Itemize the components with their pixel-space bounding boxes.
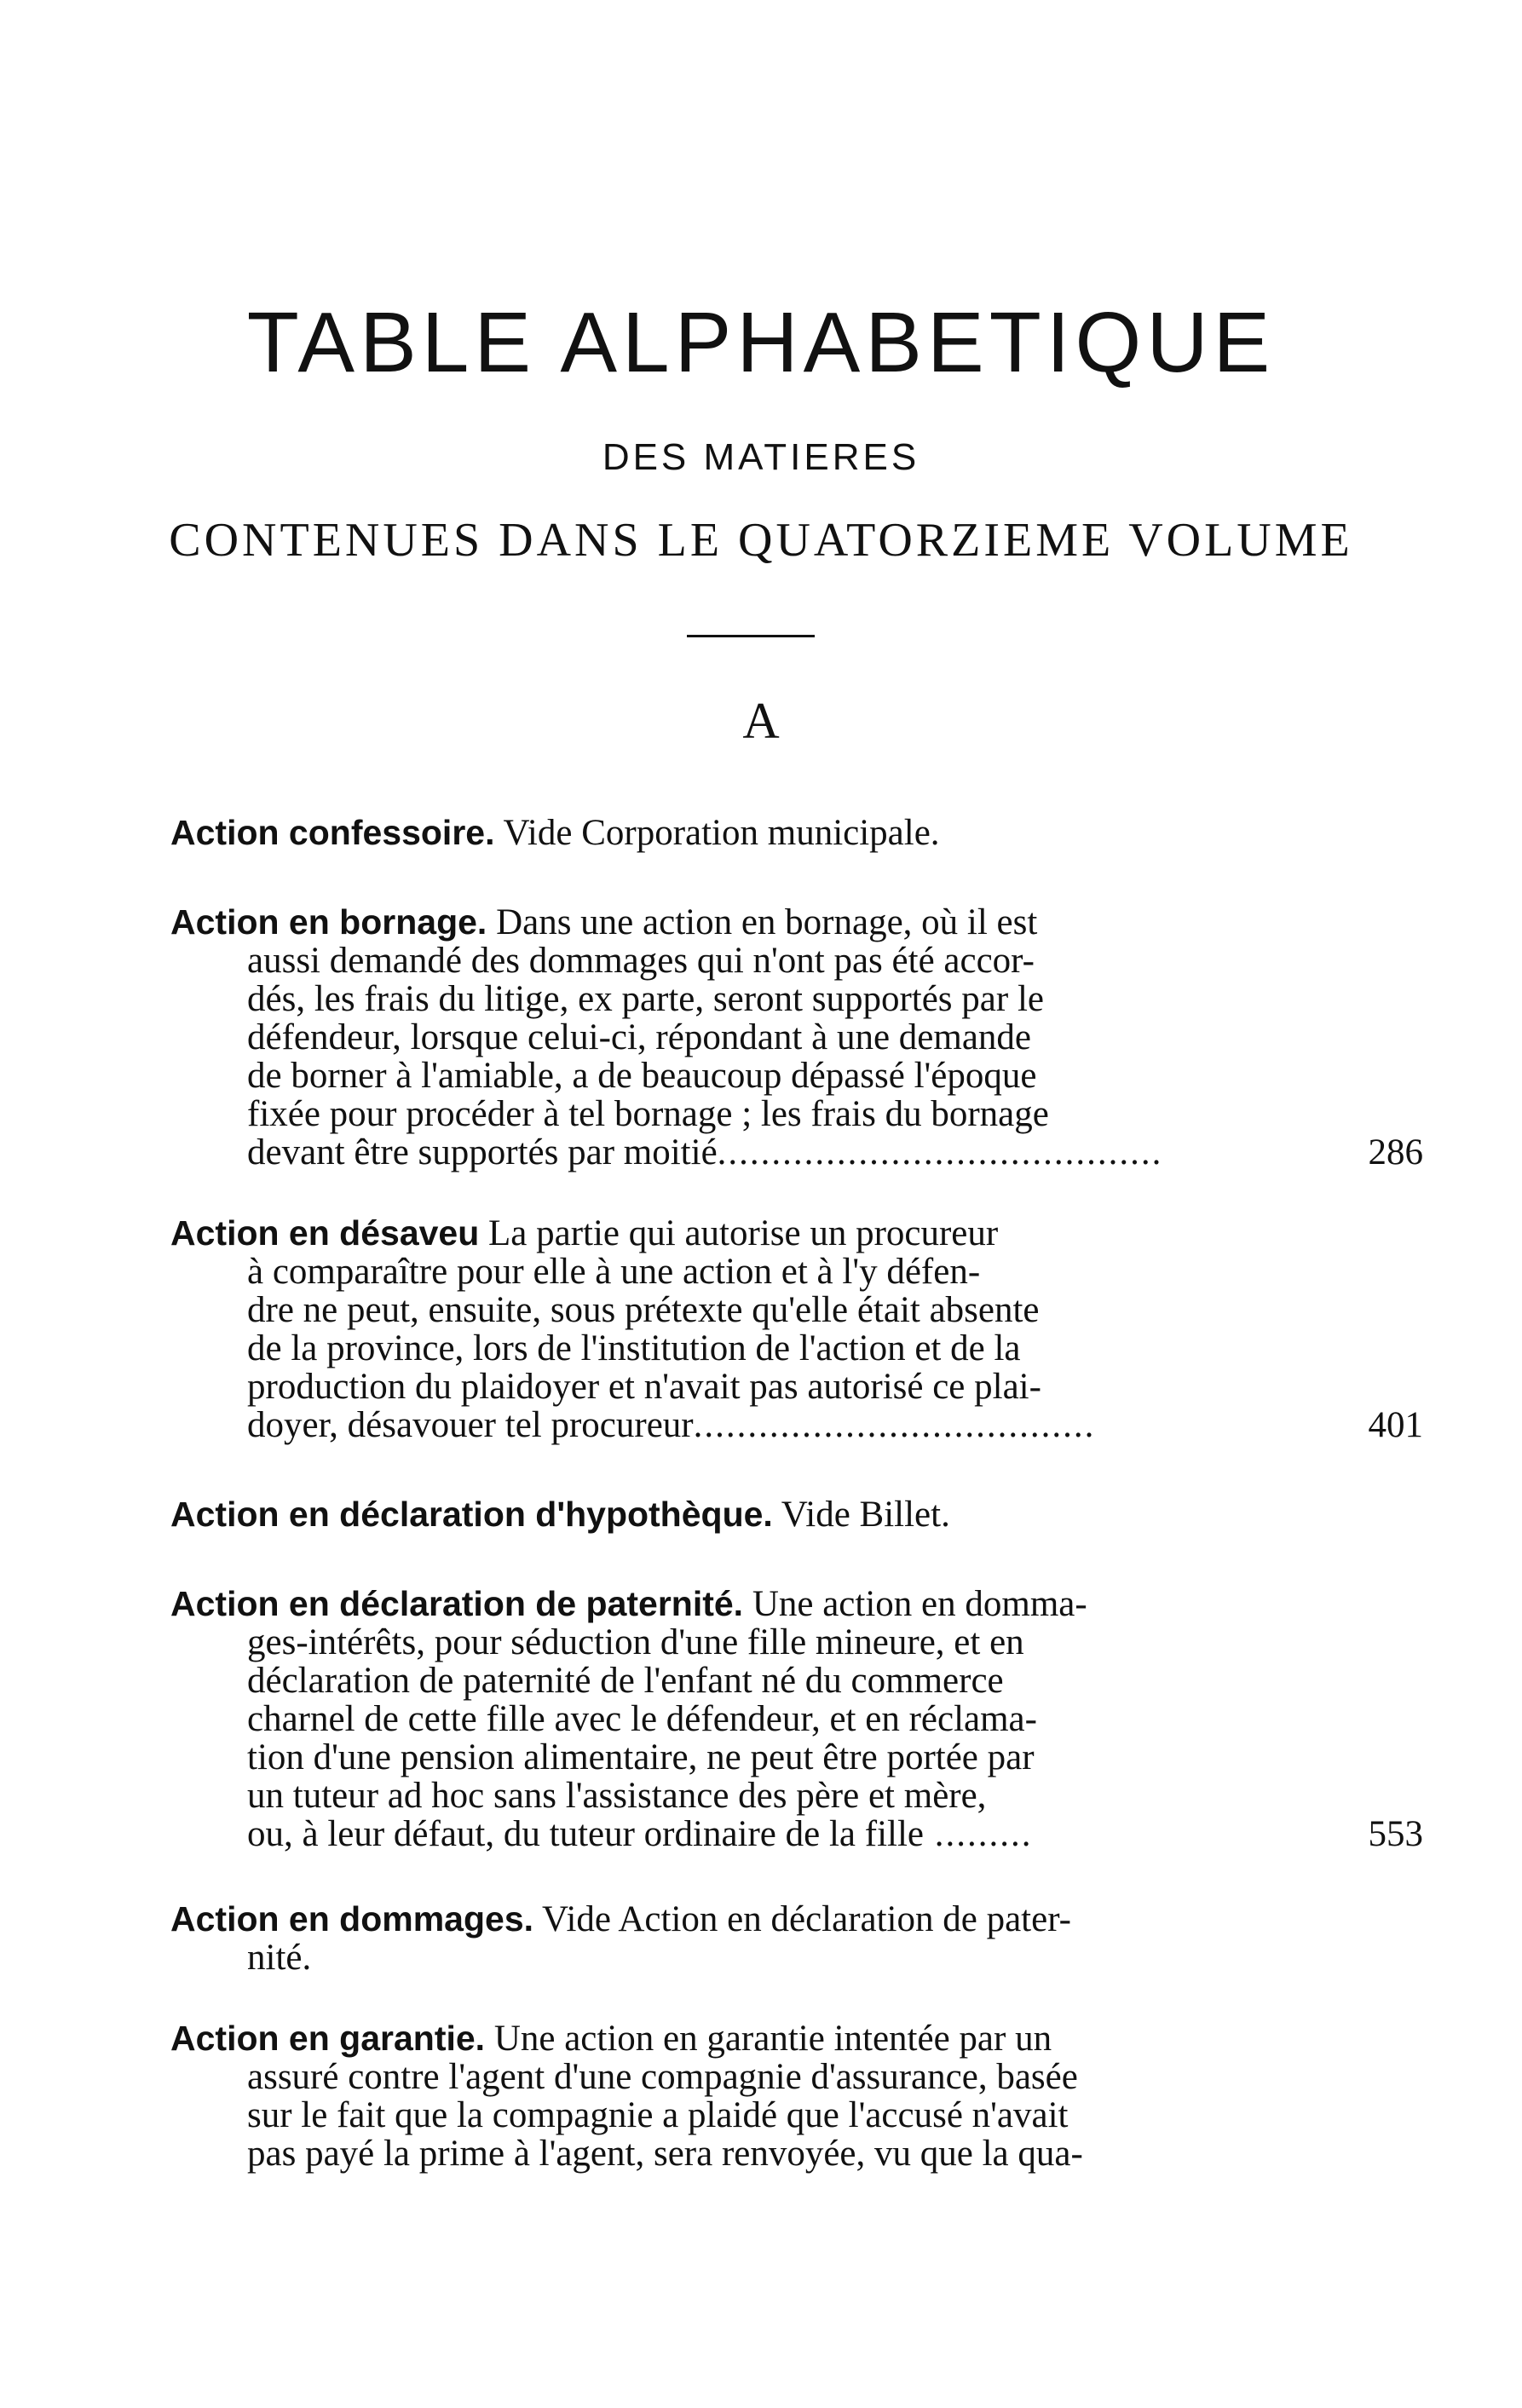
entry-line: ou, à leur défaut, du tuteur ordinaire de la fille [247, 1814, 924, 1854]
entry-line: charnel de cette fille avec le défendeur, et en réclama- [247, 1699, 1037, 1739]
entry-line: déclaration de paternité de l'enfant né du commerce [247, 1661, 1004, 1701]
entry-line: production du plaidoyer et n'avait pas autorisé ce plai- [247, 1367, 1041, 1407]
entry-line: assuré contre l'agent d'une compagnie d'assurance, basée [247, 2057, 1078, 2097]
title-divider [687, 635, 815, 637]
entry-line: tion d'une pension alimentaire, ne peut être portée par [247, 1737, 1035, 1777]
entry-line: dre ne peut, ensuite, sous prétexte qu'elle était absente [247, 1290, 1040, 1330]
entry-text: Vide Corporation municipale. [494, 813, 940, 853]
entry-line: un tuteur ad hoc sans l'assistance des père et mère, [247, 1776, 987, 1816]
page-number: 553 [1368, 1814, 1423, 1854]
entry-line: sur le fait que la compagnie a plaidé que l'accusé n'avait [247, 2095, 1069, 2135]
leader-dots: ......... [924, 1814, 1033, 1854]
index-entry [170, 1584, 1423, 1854]
entry-heading: Action en déclaration d'hypothèque. [170, 1495, 773, 1534]
entry-text: Dans une action en bornage, où il est [487, 902, 1038, 942]
entry-heading: Action en déclaration de paternité. [170, 1584, 744, 1623]
entry-text: Une action en garantie intentée par un [485, 2019, 1052, 2059]
entry-line: aussi demandé des dommages qui n'ont pas été accor- [247, 941, 1035, 981]
leader-dots: ..................................... [693, 1405, 1096, 1445]
entry-heading: Action en désaveu [170, 1213, 480, 1253]
entry-line: devant être supportés par moitié [247, 1132, 718, 1172]
index-entry [170, 1213, 1423, 1445]
entry-line: pas payé la prime à l'agent, sera renvoyée, vu que la qua- [247, 2134, 1083, 2174]
entry-heading: Action en garantie. [170, 2019, 486, 2058]
page-number: 286 [1368, 1132, 1423, 1172]
entry-line: de borner à l'amiable, a de beaucoup dépassé l'époque [247, 1056, 1037, 1096]
entry-heading: Action en dommages. [170, 1899, 534, 1938]
entry-heading: Action confessoire. [170, 813, 495, 852]
leader-dots: ......................................... [717, 1132, 1163, 1172]
entry-line: dés, les frais du litige, ex parte, seront supportés par le [247, 979, 1044, 1019]
page-subtitle: DES MATIERES [602, 436, 920, 478]
entry-text: Vide Billet. [772, 1495, 950, 1535]
section-letter: A [742, 693, 780, 749]
entry-text: Une action en domma- [743, 1584, 1087, 1624]
entry-heading: Action en bornage. [170, 902, 487, 942]
entry-line: de la province, lors de l'institution de l'action et de la [247, 1328, 1021, 1368]
entry-text: La partie qui autorise un procureur [479, 1213, 999, 1253]
entry-line: à comparaître pour elle à une action et à l'y défen- [247, 1252, 981, 1292]
index-entry [170, 814, 1351, 852]
entry-line: fixée pour procéder à tel bornage ; les frais du bornage [247, 1094, 1049, 1134]
index-entry [170, 2019, 1351, 2173]
entry-line: nité. [247, 1938, 312, 1978]
entry-line: défendeur, lorsque celui-ci, répondant à une demande [247, 1017, 1031, 1057]
entry-line: ges-intérêts, pour séduction d'une fille mineure, et en [247, 1622, 1024, 1662]
page-subtitle-volume: CONTENUES DANS LE QUATORZIEME VOLUME [169, 514, 1353, 567]
entry-line: doyer, désavouer tel procureur [247, 1405, 694, 1445]
index-entry [170, 1495, 1351, 1534]
index-entry [170, 1900, 1351, 1977]
page-title: TABLE ALPHABETIQUE [246, 295, 1276, 390]
entry-text: Vide Action en déclaration de pater- [533, 1899, 1071, 1939]
page-number: 401 [1368, 1405, 1423, 1445]
index-entry [170, 902, 1423, 1172]
